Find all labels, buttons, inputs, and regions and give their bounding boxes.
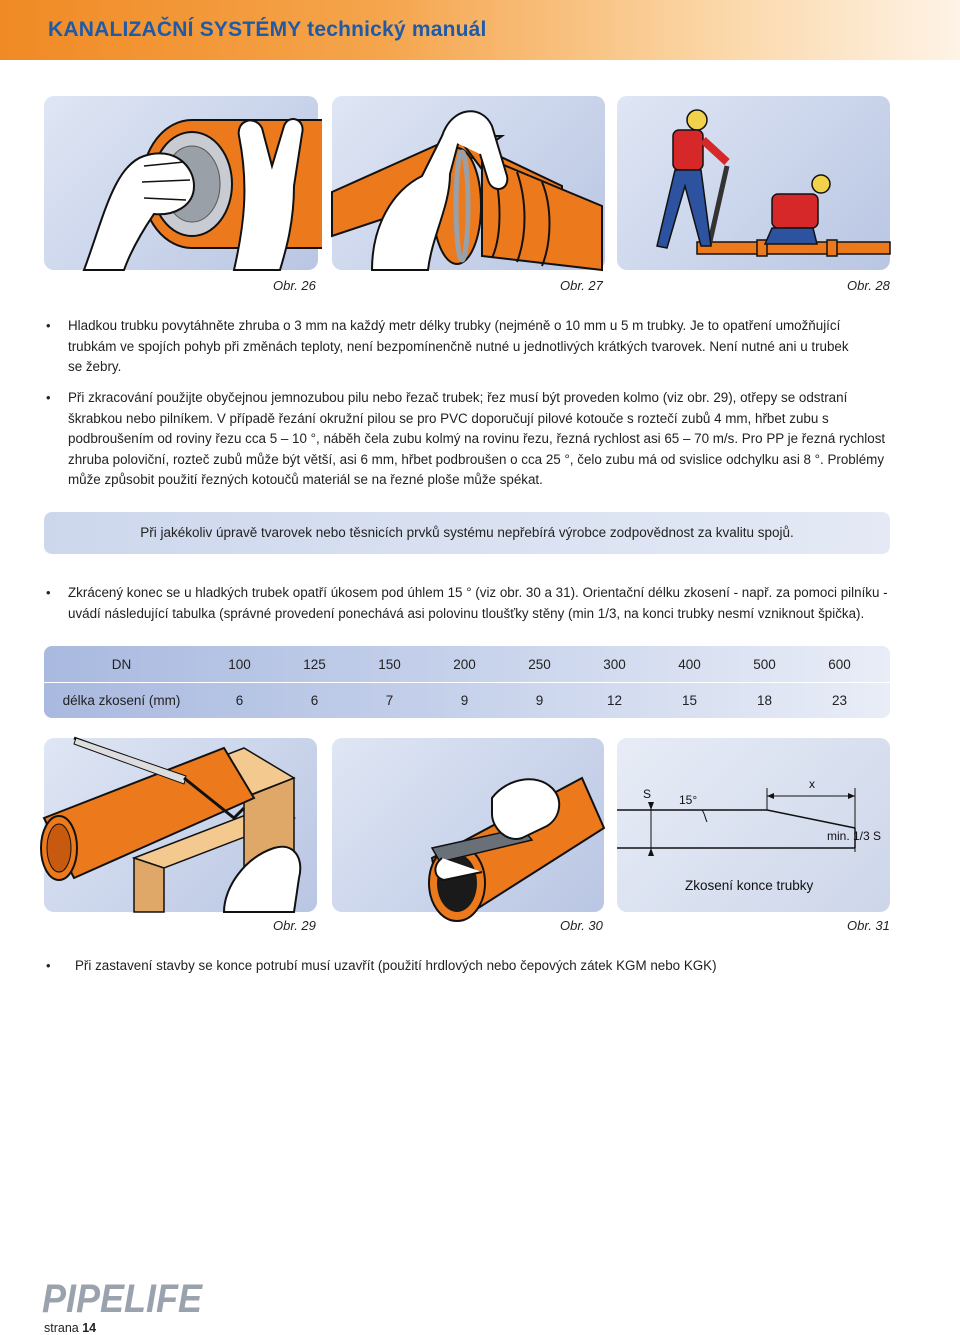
bullet-dot: •: [46, 958, 51, 973]
bullet-line: uvádí následující tabulka (správné provedení ponechává asi polovinu tloušťky stěny (min 1/3, na konci trubky nesmí vzniknout špička).: [68, 605, 865, 621]
figure-26-panel: [44, 96, 318, 270]
table-cell: 12: [606, 692, 623, 708]
caption-obr-26: Obr. 26: [273, 278, 316, 293]
arrow-head: [648, 848, 654, 856]
liability-notice-text: Při jakékoliv úpravě tvarovek nebo těsnicích prvků systému nepřebírá výrobce zodpovědnost za kvalitu spojů.: [140, 525, 794, 540]
figure-27-panel: [332, 96, 605, 270]
table-cell: 400: [678, 656, 701, 672]
pipe-sawing-illustration: [44, 738, 317, 912]
header-bar: [0, 0, 960, 60]
bullet-line: škrabkou nebo pilníkem. V případě řezání okružní pilou se pro PVC doporučují pilové kotouče s roztečí zubů 4 mm, hřbet zubu s: [68, 410, 829, 426]
table-cell: 150: [378, 656, 401, 672]
diagram-title: Zkosení konce trubky: [685, 878, 814, 893]
figure-31-panel: [617, 738, 890, 912]
figure-29-panel: [44, 738, 317, 912]
pipe-socket-cleaning-illustration: [44, 96, 318, 270]
chamfer-diagram: [617, 738, 890, 912]
bullet-line: může způsobit použití řezných kotoučů materiál se na řezné ploše může spékat.: [68, 472, 543, 487]
workers-installing-pipe-illustration: [617, 96, 890, 270]
bullet-dot: •: [46, 390, 51, 405]
diagram-label-min: min. 1/3 S: [827, 829, 882, 843]
diagram-chamfer-edge: [767, 810, 855, 828]
table-cell: 7: [385, 692, 394, 708]
bullet-line: podbroušením od roviny řezu cca 5 – 10 °, náběh čela zubu kolmý na rovinu řezu, řezná rychlost asi 65 – 70 m/s. Pro PP je řezná rychlost: [68, 431, 886, 446]
diagram-label-angle: 15°: [679, 793, 698, 807]
figure-30-panel: [332, 738, 604, 912]
chamfer-length-table: [44, 646, 890, 718]
table-cell: 18: [756, 692, 773, 708]
table-cell: 9: [460, 692, 469, 708]
page-number-value: 14: [82, 1321, 97, 1335]
caption-obr-31: Obr. 31: [847, 918, 890, 933]
bullet-line: Při zkracování použijte obyčejnou jemnozubou pilu nebo řezač trubek; řez musí být proveden kolmo (viz obr. 29), otřepy se odstraní: [68, 390, 848, 405]
table-row-dn: [44, 646, 890, 683]
page-label: strana: [44, 1321, 79, 1335]
table-header-length: délka zkosení (mm): [62, 692, 181, 708]
table-cell: 6: [235, 692, 244, 708]
page-title: KANALIZAČNÍ SYSTÉMY technický manuál: [48, 18, 487, 41]
table-row-length: [44, 682, 890, 718]
table-cell: 125: [303, 656, 326, 672]
bullet-line: trubkám ve spojích pohyb při změnách teploty, není bezpomínenčně nutné u jednotlivých krátkých tvarovek. Není nutné ani u trubek: [68, 338, 849, 354]
table-cell: 300: [603, 656, 626, 672]
table-cell: 23: [831, 692, 848, 708]
pipelife-logo: [42, 1266, 204, 1321]
table-header-dn: DN: [111, 656, 132, 672]
arrow-head: [648, 802, 654, 810]
table-cell: 500: [753, 656, 776, 672]
diagram-angle-arc: [702, 810, 707, 822]
bullet-dot: •: [46, 585, 51, 600]
arrow-head: [848, 793, 855, 799]
table-cell: 100: [228, 656, 251, 672]
diagram-label-x: x: [809, 777, 815, 791]
arrow-head: [767, 793, 774, 799]
bullet-chamfer-instructions: [46, 583, 928, 624]
table-cell: 6: [310, 692, 319, 708]
bullet-line: Hladkou trubku povytáhněte zhruba o 3 mm na každý metr délky trubky (nejméně o 10 mm u 5 m trubky. Je to opatření umožňující: [68, 318, 841, 333]
bullet-pipe-extension: [46, 316, 918, 378]
caption-obr-27: Obr. 27: [560, 278, 603, 293]
bullet-line: se žebry.: [68, 359, 122, 374]
table-cell: 600: [828, 656, 851, 672]
logo-wordmark: PIPELIFE: [42, 1277, 204, 1321]
bullet-line: zhruba poloviční, rozteč zubů může být větší, asi 6 mm, hřbet podbroušen o cca 25 °, čelo zubu má od svislice odchylku asi 8 °. Problémy: [68, 451, 885, 467]
bullet-line: Zkrácený konec se u hladkých trubek opatří úkosem pod úhlem 15 ° (viz obr. 30 a 31). Orientační délku zkosení - např. za pomoci pilníku -: [68, 585, 888, 600]
page-number: [44, 1321, 96, 1335]
diagram-label-s: S: [643, 787, 652, 801]
pipe-chamfer-filing-illustration: [332, 738, 604, 912]
caption-obr-28: Obr. 28: [847, 278, 890, 293]
table-cell: 15: [681, 692, 698, 708]
pipe-insertion-illustration: [332, 96, 605, 270]
bullet-cutting-instructions: [46, 388, 928, 491]
caption-obr-30: Obr. 30: [560, 918, 603, 933]
liability-notice-box: [44, 512, 890, 554]
table-cell: 250: [528, 656, 551, 672]
table-cell: 9: [535, 692, 544, 708]
bullet-line: Při zastavení stavby se konce potrubí musí uzavřít (použití hrdlových nebo čepových zátek KGM nebo KGK): [75, 958, 717, 973]
caption-obr-29: Obr. 29: [273, 918, 316, 933]
bullet-dot: •: [46, 318, 51, 333]
bullet-construction-stop: [46, 956, 915, 977]
table-cell: 200: [453, 656, 476, 672]
figure-28-panel: [617, 96, 890, 270]
